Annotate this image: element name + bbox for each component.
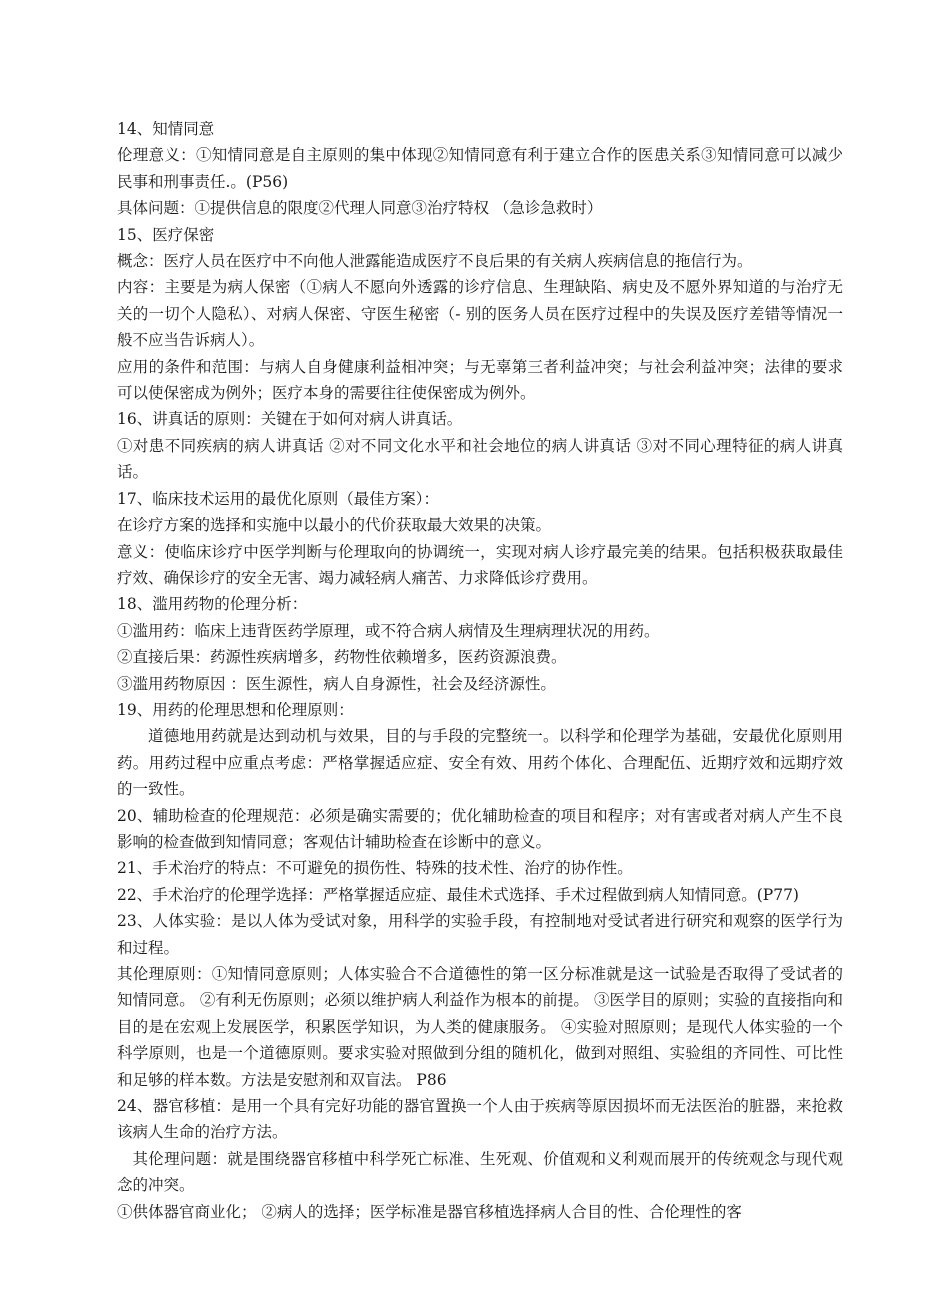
paragraph-transplant-issues: 其伦理问题：就是围绕器官移植中科学死亡标准、生死观、价值观和义利观而展开的传统观念与现代观念的冲突。	[117, 1149, 843, 1195]
paragraph-specific-issues: 具体问题：①提供信息的限度②代理人同意③治疗特权 （急诊急救时）	[117, 199, 603, 218]
paragraph-truth-telling: ①对患不同疾病的病人讲真话 ②对不同文化水平和社会地位的病人讲真话 ③对不同心理特征的病人讲真话。	[117, 436, 843, 482]
heading-16: 16、讲真话的原则：关键在于如何对病人讲真话。	[117, 410, 463, 429]
paragraph-content: 内容：主要是为病人保密（①病人不愿向外透露的诊疗信息、生理缺陷、病史及不愿外界知道的与治疗无关的一切个人隐私）、对病人保密、守医生秘密（- 别的医务人员在医疗过程中的失误及医疗差错等情况一般不应当告诉病人）。	[117, 278, 843, 350]
paragraph-medication-ethics: 道德地用药就是达到动机与效果，目的与手段的完整统一。以科学和伦理学为基础，安最优化原则用药。用药过程中应重点考虑：严格掌握适应症、安全有效、用药个体化、合理配伍、近期疗效和远期疗效的一致性。	[117, 727, 843, 799]
paragraph-optimization-meaning: 意义：使临床诊疗中医学判断与伦理取向的协调统一，实现对病人诊疗最完美的结果。包括积极获取最佳疗效、确保诊疗的安全无害、竭力减轻病人痛苦、力求降低诊疗费用。	[117, 542, 843, 587]
paragraph-experiment-principles: 其伦理原则：①知情同意原则；人体实验合不合道德性的第一区分标准就是这一试验是否取得了受试者的知情同意。 ②有利无伤原则；必须以维护病人利益作为根本的前提。 ③医学目的原则；实验的直接指向和目的是在宏观上发展医学，积累医学知识，为人类的健康服务。 ④实验对照原则；是现代人体实验的一个科学原则，也是一个道德原则。要求实验对照做到分组的随机化，做到对照组、实验组的齐同性、可比性和足够的样本数。方法是安慰剂和双盲法。 P86	[117, 965, 843, 1089]
heading-14: 14、知情同意	[117, 120, 215, 138]
heading-20: 20、辅助检查的伦理规范：必须是确实需要的；优化辅助检查的项目和程序；对有害或者对病人产生不良影响的检查做到知情同意；客观估计辅助检查在诊断中的意义。	[117, 806, 843, 851]
heading-19: 19、用药的伦理思想和伦理原则：	[117, 700, 354, 719]
heading-23: 23、人体实验：是以人体为受试对象，用科学的实验手段，有控制地对受试者进行研究和观察的医学行为和过程。	[117, 912, 843, 957]
paragraph-ethical-significance: 伦理意义：①知情同意是自主原则的集中体现②知情同意有利于建立合作的医患关系③知情同意可以减少民事和刑事责任.。(P56)	[117, 146, 843, 191]
heading-15: 15、医疗保密	[117, 225, 215, 244]
heading-17: 17、临床技术运用的最优化原则（最佳方案）：	[117, 489, 439, 508]
heading-22: 22、手术治疗的伦理学选择：严格掌握适应症、最佳术式选择、手术过程做到病人知情同意。(P77)	[117, 885, 799, 904]
paragraph-concept: 概念：医疗人员在医疗中不向他人泄露能造成医疗不良后果的有关病人疾病信息的拖信行为。	[117, 252, 753, 271]
heading-21: 21、手术治疗的特点：不可避免的损伤性、特殊的技术性、治疗的协作性。	[117, 859, 633, 878]
paragraph-transplant-list: ①供体器官商业化； ②病人的选择；医学标准是器官移植选择病人合目的性、合伦理性的客	[117, 1202, 742, 1221]
paragraph-optimization-def: 在诊疗方案的选择和实施中以最小的代价获取最大效果的决策。	[117, 516, 552, 535]
document-page	[117, 116, 843, 1225]
paragraph-abuse-causes: ③滥用药物原因 ：医生源性，病人自身源性，社会及经济源性。	[117, 674, 556, 693]
paragraph-drug-abuse: ①滥用药：临床上违背医药学原理，或不符合病人病情及生理病理状况的用药。	[117, 621, 660, 640]
paragraph-conditions: 应用的条件和范围：与病人自身健康利益相冲突；与无辜第三者利益冲突；与社会利益冲突；法律的要求可以使保密成为例外；医疗本身的需要往往使保密成为例外。	[117, 357, 843, 403]
paragraph-direct-consequences: ②直接后果：药源性疾病增多，药物性依赖增多，医药资源浪费。	[117, 648, 567, 667]
heading-18: 18、滥用药物的伦理分析：	[117, 595, 308, 614]
heading-24: 24、器官移植：是用一个具有完好功能的器官置换一个人由于疾病等原因损坏而无法医治的脏器，来抢救该病人生命的治疗方法。	[117, 1097, 843, 1142]
